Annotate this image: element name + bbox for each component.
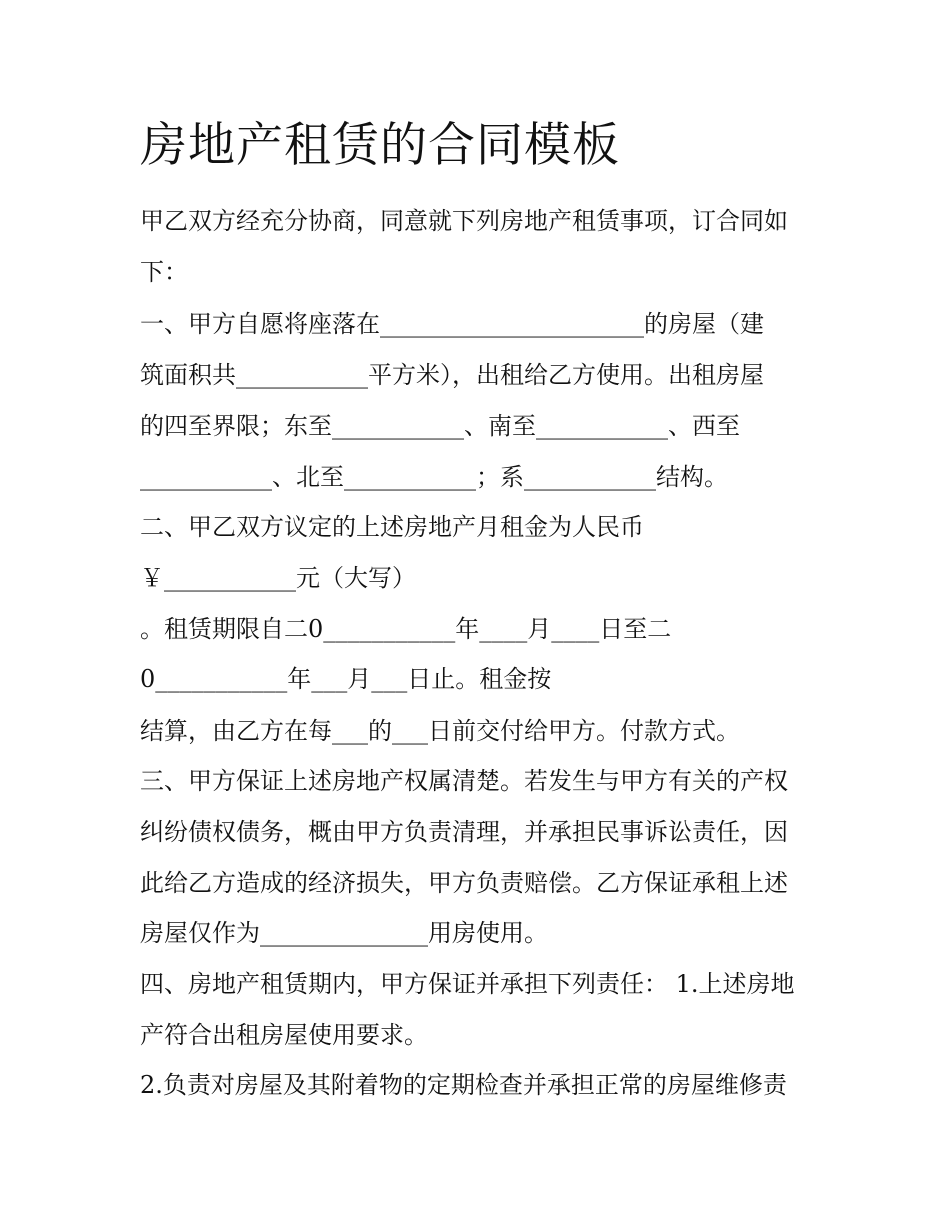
- paragraph-line: 的四至界限；东至___________、南至___________、西至: [140, 412, 740, 440]
- paragraph-line: 产符合出租房屋使用要求。: [140, 1021, 428, 1049]
- paragraph-line: 甲乙双方经充分协商，同意就下列房地产租赁事项，订合同如: [140, 207, 788, 235]
- paragraph-line: ￥___________元（大写）: [140, 564, 416, 592]
- paragraph-line: 下：: [140, 258, 188, 286]
- paragraph-line: 房屋仅作为______________用房使用。: [140, 919, 548, 947]
- paragraph-line: 三、甲方保证上述房地产权属清楚。若发生与甲方有关的产权: [140, 767, 788, 795]
- paragraph-line: 二、甲乙双方议定的上述房地产月租金为人民币: [140, 513, 644, 541]
- paragraph-line: 。租赁期限自二0___________年____月____日至二: [140, 615, 672, 643]
- paragraph-line: ___________、北至___________；系___________结构。: [140, 463, 728, 491]
- paragraph-line: 0___________年___月___日止。租金按: [140, 665, 552, 693]
- paragraph-line: 四、房地产租赁期内，甲方保证并承担下列责任： 1.上述房地: [140, 970, 795, 998]
- paragraph-line: 结算，由乙方在每___的___日前交付给甲方。付款方式。: [140, 717, 740, 745]
- paragraph-line: 一、甲方自愿将座落在______________________的房屋（建: [140, 310, 764, 338]
- document-title: 房地产租赁的合同模板: [140, 118, 620, 173]
- paragraph-line: 纠纷债权债务，概由甲方负责清理，并承担民事诉讼责任，因: [140, 818, 788, 846]
- paragraph-line: 筑面积共___________平方米），出租给乙方使用。出租房屋: [140, 361, 764, 389]
- paragraph-line: 2.负责对房屋及其附着物的定期检查并承担正常的房屋维修责: [140, 1071, 787, 1099]
- paragraph-line: 此给乙方造成的经济损失，甲方负责赔偿。乙方保证承租上述: [140, 869, 788, 897]
